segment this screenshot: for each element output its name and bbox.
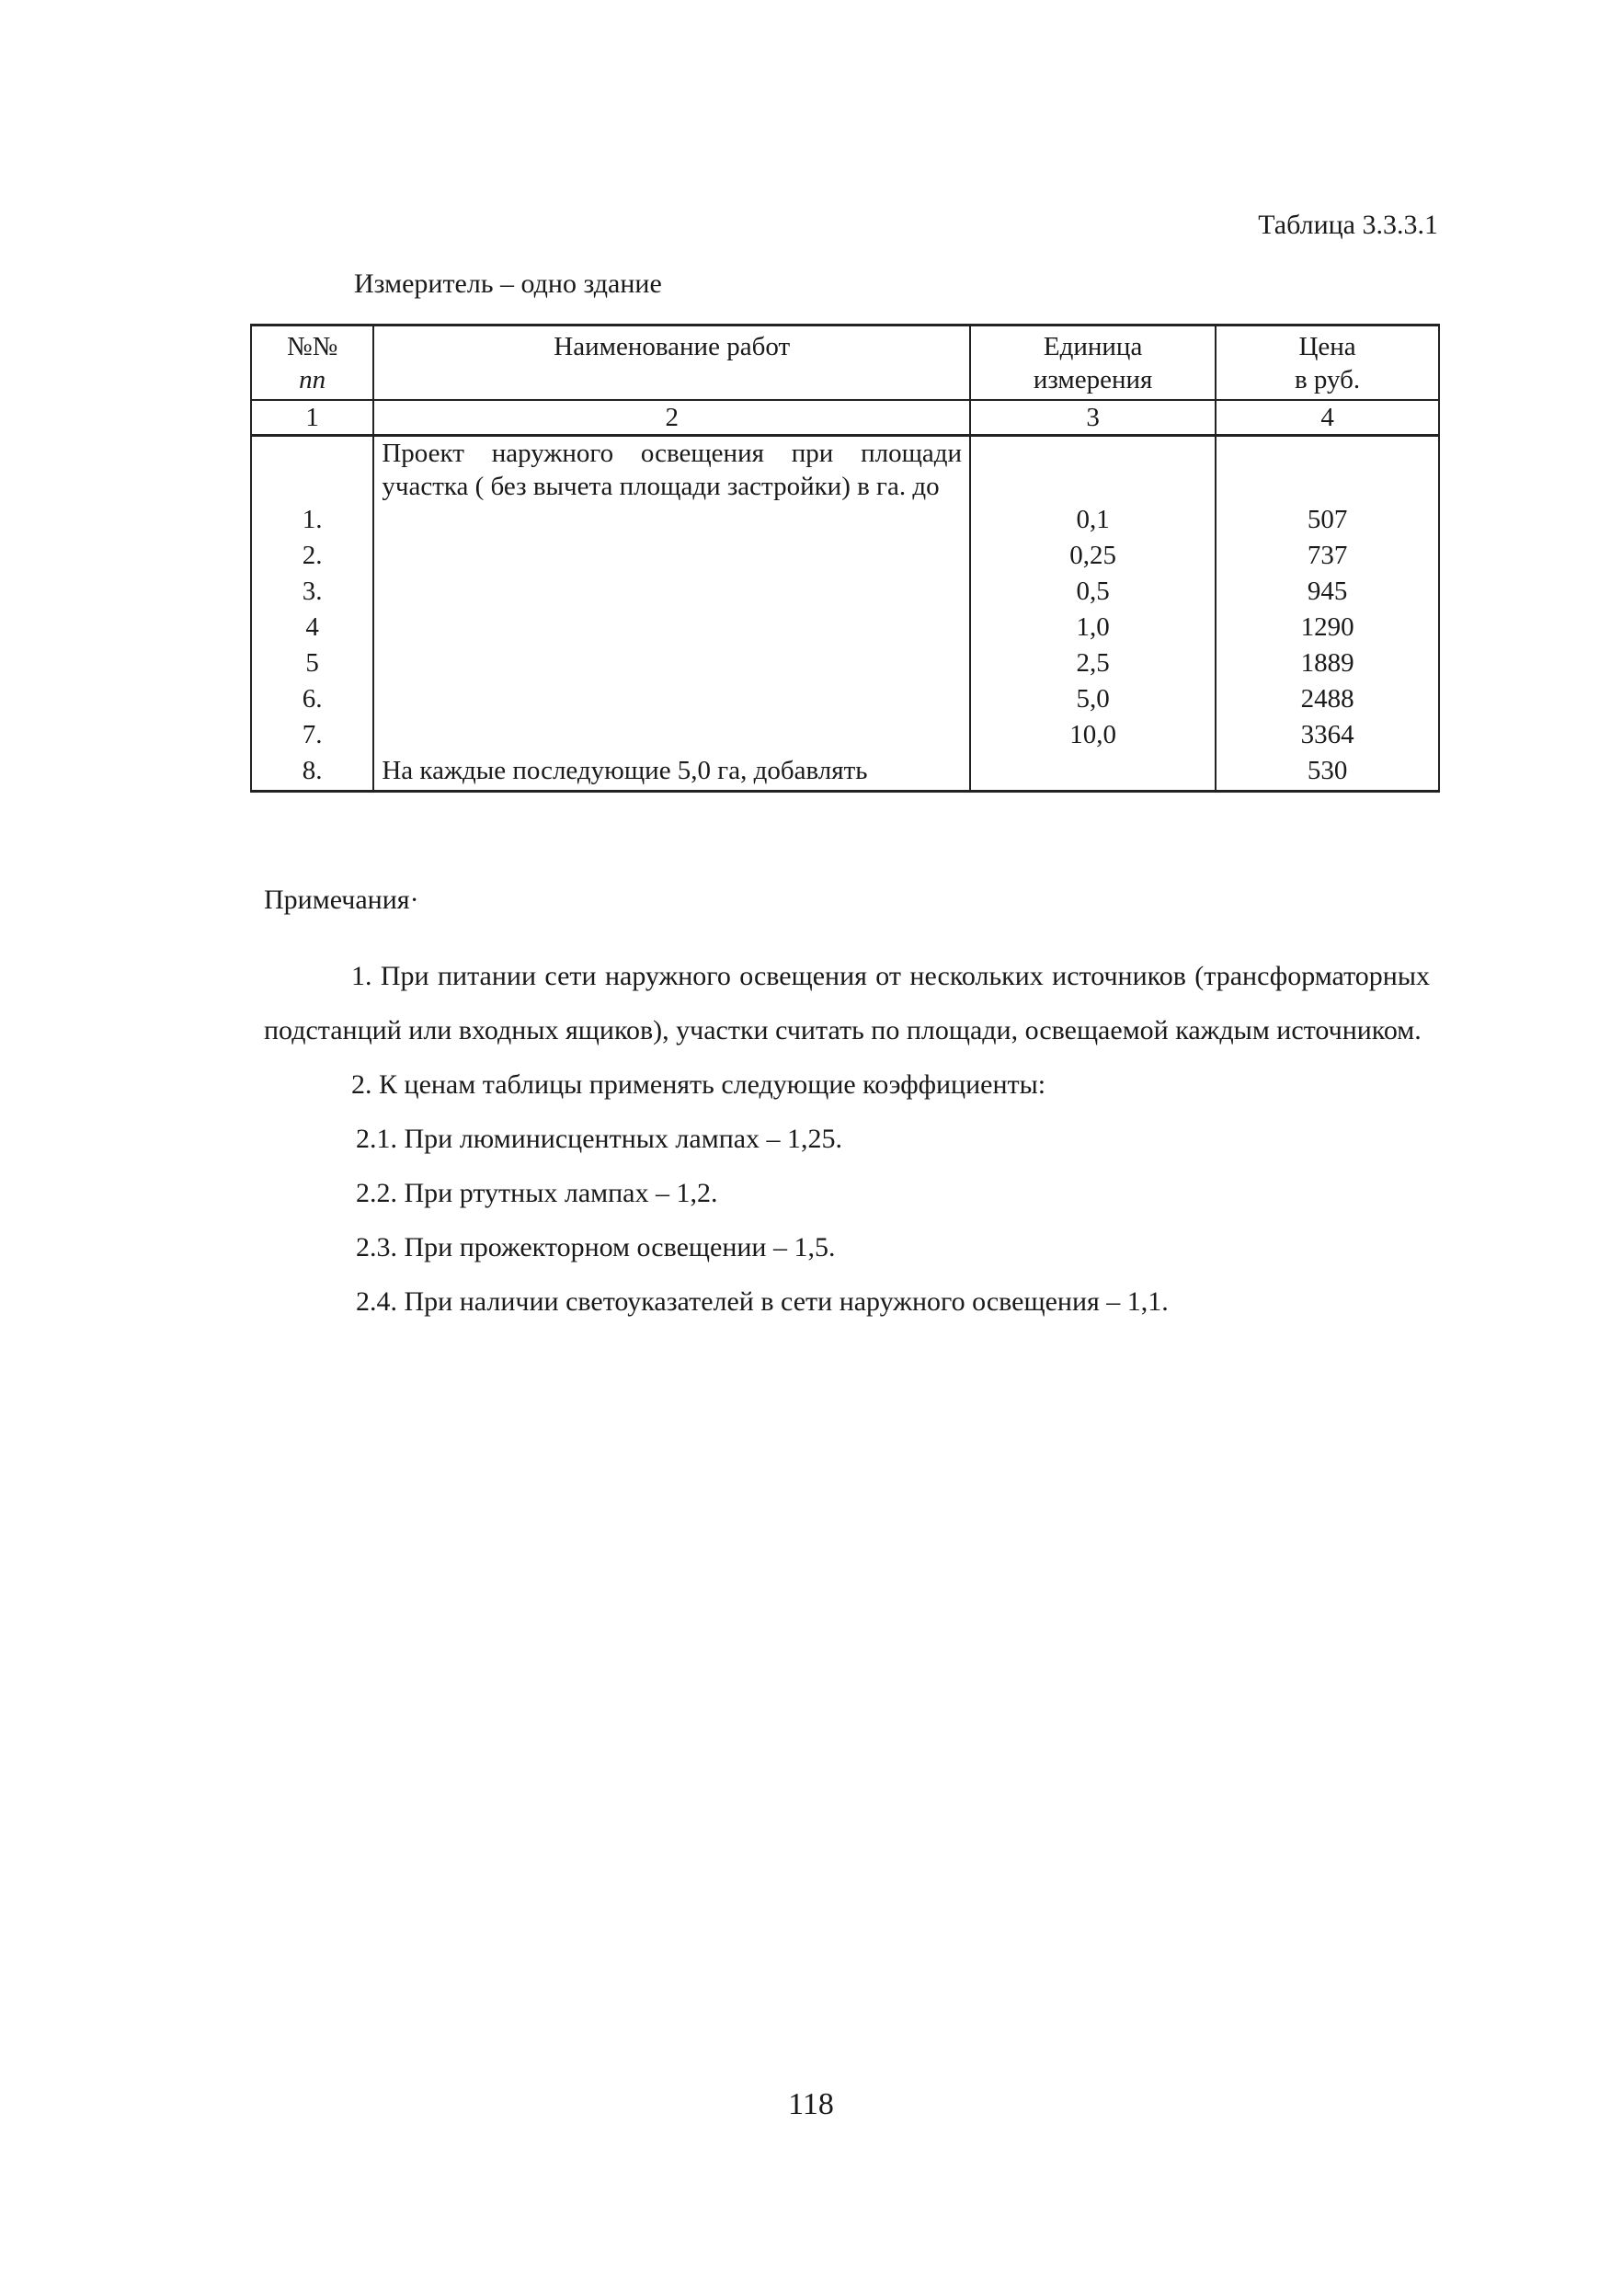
row-name (373, 682, 970, 718)
row-price: 2488 (1216, 682, 1439, 718)
coefficient-item: 2.3. При прожекторном освещении – 1,5. (356, 1232, 836, 1262)
row-unit: 10,0 (970, 718, 1216, 754)
coefficient-item: 2.4. При наличии светоуказателей в сети наружного освещения – 1,1. (356, 1286, 1169, 1317)
table-row (251, 611, 1439, 646)
table-row (251, 539, 1439, 575)
row-unit: 2,5 (970, 646, 1216, 682)
row-num: 8. (251, 754, 373, 792)
row-name (373, 539, 970, 575)
header-num-line1: №№ (287, 332, 338, 361)
header-unit-line1: Единица (1043, 332, 1143, 361)
notes-title: Примечания· (264, 885, 419, 915)
table-row (251, 575, 1439, 611)
row-price: 737 (1216, 539, 1439, 575)
table-header-row (251, 326, 1439, 400)
header-price-line1: Цена (1298, 332, 1356, 361)
table-row (251, 718, 1439, 754)
column-number: 3 (970, 400, 1216, 436)
row-num: 6. (251, 682, 373, 718)
row-price: 1889 (1216, 646, 1439, 682)
row-price: 1290 (1216, 611, 1439, 646)
header-unit (970, 326, 1216, 400)
note-paragraph: 2. К ценам таблицы применять следующие коэффициенты: (351, 1069, 1046, 1100)
header-price-line2: в руб. (1294, 365, 1361, 395)
row-unit (970, 754, 1216, 792)
price-table (250, 324, 1440, 793)
row-num: 2. (251, 539, 373, 575)
row-price: 530 (1216, 754, 1439, 792)
row-price: 945 (1216, 575, 1439, 611)
note-paragraph: 1. При питании сети наружного освещения от нескольких источников (трансформаторных подстанций или входных ящиков), участки считать по площади, освещаемой каждым источником. (264, 961, 1430, 1045)
header-name: Наименование работ (373, 326, 970, 400)
row-name (373, 611, 970, 646)
column-number: 1 (251, 400, 373, 436)
work-description: Проект наружного освещения при площади участка ( без вычета площади застройки) в га. до (373, 435, 970, 503)
row-unit: 0,1 (970, 503, 1216, 539)
notes-section (264, 885, 1430, 1329)
header-num (251, 326, 373, 400)
row-name (373, 646, 970, 682)
measure-unit-label: Измеритель – одно здание (354, 268, 662, 299)
table-row (251, 503, 1439, 539)
intro-row (251, 435, 1439, 503)
header-unit-line2: измерения (1033, 365, 1153, 395)
row-price: 507 (1216, 503, 1439, 539)
row-num: 4 (251, 611, 373, 646)
column-number: 2 (373, 400, 970, 436)
row-unit: 1,0 (970, 611, 1216, 646)
row-name (373, 718, 970, 754)
row-unit: 0,25 (970, 539, 1216, 575)
header-price (1216, 326, 1439, 400)
row-name (373, 503, 970, 539)
row-unit: 5,0 (970, 682, 1216, 718)
table-row (251, 682, 1439, 718)
row-name (373, 575, 970, 611)
row-price: 3364 (1216, 718, 1439, 754)
coefficient-item: 2.1. При люминисцентных лампах – 1,25. (356, 1124, 843, 1154)
table-caption: Таблица 3.3.3.1 (1258, 210, 1438, 240)
column-number-row (251, 400, 1439, 436)
row-num: 1. (251, 503, 373, 539)
row-num: 7. (251, 718, 373, 754)
page-number: 118 (788, 2087, 834, 2121)
table-row (251, 754, 1439, 792)
header-num-line2: пп (299, 365, 326, 395)
column-number: 4 (1216, 400, 1439, 436)
row-name: На каждые последующие 5,0 га, добавлять (373, 754, 970, 792)
coefficient-item: 2.2. При ртутных лампах – 1,2. (356, 1178, 718, 1208)
row-unit: 0,5 (970, 575, 1216, 611)
table-row (251, 646, 1439, 682)
row-num: 3. (251, 575, 373, 611)
row-num: 5 (251, 646, 373, 682)
